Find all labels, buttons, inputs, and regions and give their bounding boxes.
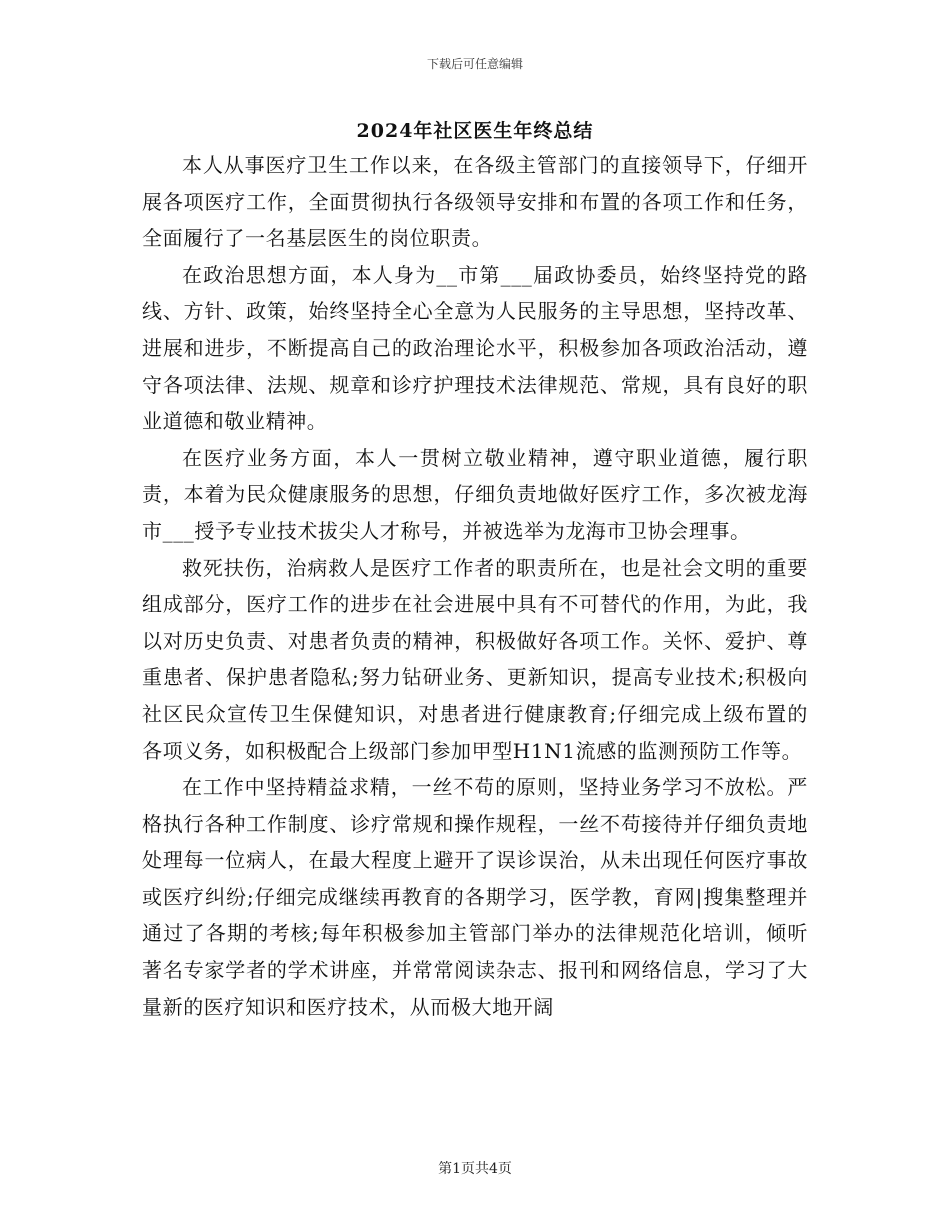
header-note: 下载后可任意编辑 <box>426 57 523 71</box>
paragraph-political: 在政治思想方面，本人身为__市第___届政协委员，始终坚持党的路线、方针、政策，始终坚持全心全意为人民服务的主导思想，坚持改革、进展和进步，不断提高自己的政治理论水平，积极参加各项政治活动，遵守各项法律、法规、规章和诊疗护理技术法律规范、常规，具有良好的职业道德和敬业精神。 <box>142 262 808 434</box>
paragraph-intro: 本人从事医疗卫生工作以来，在各级主管部门的直接领导下，仔细开展各项医疗工作，全面贯彻执行各级领导安排和布置的各项工作和任务，全面履行了一名基层医生的岗位职责。 <box>142 153 808 251</box>
page-number: 第1页共4页 <box>438 1161 512 1177</box>
paragraph-study: 在工作中坚持精益求精，一丝不苟的原则，坚持业务学习不放松。严格执行各种工作制度、诊疗常规和操作规程，一丝不苟接待并仔细负责地处理每一位病人，在最大程度上避开了误诊误治，从未出现任何医疗事故或医疗纠纷;仔细完成继续再教育的各期学习，医学教，育网|搜集整理并通过了各期的考核;每年积极参加主管部门举办的法律规范化培训，倾听著名专家学者的学术讲座，并常常阅读杂志、报刊和网络信息，学习了大量新的医疗知识和医疗技术，从而极大地开阔 <box>142 775 808 1019</box>
paragraph-medical-work: 在医疗业务方面，本人一贯树立敬业精神，遵守职业道德，履行职责，本着为民众健康服务的思想，仔细负责地做好医疗工作，多次被龙海市___授予专业技术拔尖人才称号，并被选举为龙海市卫协会理事。 <box>142 445 808 543</box>
document-title: 2024年社区医生年终总结 <box>356 120 594 142</box>
paragraph-responsibility: 救死扶伤，治病救人是医疗工作者的职责所在，也是社会文明的重要组成部分，医疗工作的进步在社会进展中具有不可替代的作用，为此，我以对历史负责、对患者负责的精神，积极做好各项工作。关怀、爱护、尊重患者、保护患者隐私;努力钻研业务、更新知识，提高专业技术;积极向社区民众宣传卫生保健知识，对患者进行健康教育;仔细完成上级布置的各项义务，如积极配合上级部门参加甲型H1N1流感的监测预防工作等。 <box>142 555 808 763</box>
document-body <box>142 147 808 1025</box>
